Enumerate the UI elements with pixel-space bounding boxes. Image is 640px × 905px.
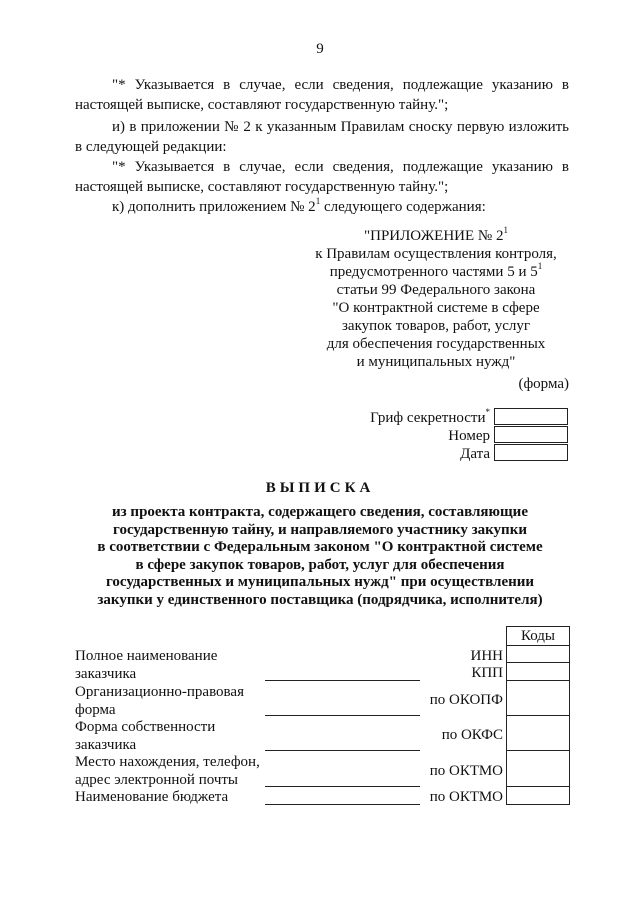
budget-name-line[interactable]	[265, 804, 420, 805]
codes-header: Коды	[506, 626, 570, 646]
subtitle-line-5: государственных и муниципальных нужд" при осуществлении	[105, 574, 535, 590]
appendix-line-5: закупок товаров, работ, услуг	[341, 318, 531, 334]
code-label-oktmo: по ОКТМО	[429, 763, 503, 779]
secrecy-label-sup: *	[485, 407, 490, 417]
document-subtitle	[60, 504, 580, 609]
secrecy-label	[370, 409, 490, 427]
subtitle-line-1: из проекта контракта, содержащего сведения, составляющие	[112, 504, 528, 520]
number-label: Номер	[448, 428, 490, 444]
budget-name-label: Наименование бюджета	[75, 789, 229, 805]
customer-name-label-line-1: Полное наименование	[75, 648, 218, 664]
date-label: Дата	[460, 446, 490, 462]
subtitle-line-2: государственную тайну, и направляемого участнику закупки	[113, 521, 527, 538]
page-number: 9	[316, 41, 324, 57]
appendix-line-3: статьи 99 Федерального закона	[336, 282, 536, 298]
amendment-item-i: и) в приложении № 2 к указанным Правилам сноску первую изложить в следующей редакции:	[75, 119, 569, 155]
location-label	[75, 754, 260, 789]
appendix-title-sup: 1	[503, 225, 508, 235]
secrecy-field[interactable]	[494, 408, 568, 425]
number-field[interactable]	[494, 426, 568, 443]
amendment-k-sup: 1	[315, 196, 321, 206]
customer-name-label	[75, 648, 217, 683]
appendix-line-4: "О контрактной системе в сфере	[332, 300, 540, 316]
appendix-line-7: и муниципальных нужд"	[356, 354, 516, 370]
code-label-okfs: по ОКФС	[441, 727, 503, 743]
location-label-line-1: Место нахождения, телефон,	[75, 754, 260, 770]
code-label-inn: ИНН	[470, 648, 503, 664]
appendix-line-6: для обеспечения государственных	[326, 336, 546, 352]
amendment-k-text: к) дополнить приложением № 2	[112, 199, 316, 215]
legal-form-label-line-2: форма	[75, 701, 116, 718]
secrecy-label-text: Гриф секретности	[370, 410, 486, 426]
appendix-title	[302, 227, 570, 245]
code-label-kpp: КПП	[471, 665, 503, 681]
ownership-form-label-line-2: заказчика	[75, 736, 137, 753]
code-box-kpp[interactable]	[506, 662, 570, 681]
subtitle-line-4: в сфере закупок товаров, работ, услуг для обеспечения	[135, 556, 505, 573]
document-title: ВЫПИСКА	[265, 480, 375, 496]
amendment-item-k	[75, 198, 569, 218]
ownership-form-line[interactable]	[265, 750, 420, 751]
code-label-oktmo-budget: по ОКТМО	[429, 789, 503, 805]
code-box-inn[interactable]	[506, 645, 570, 663]
legal-form-line[interactable]	[265, 715, 420, 716]
location-label-line-2: адрес электронной почты	[75, 771, 239, 788]
legal-form-label-line-1: Организационно-правовая	[75, 684, 244, 700]
location-line[interactable]	[265, 786, 420, 787]
subtitle-line-3: в соответствии с Федеральным законом "О контрактной системе	[97, 539, 543, 555]
footnote-paragraph-2: "* Указывается в случае, если сведения, подлежащие указанию в настоящей выписке, составляют государственную тайну.";	[75, 159, 569, 195]
date-field[interactable]	[494, 444, 568, 461]
code-box-oktmo[interactable]	[506, 750, 570, 787]
code-label-okopf: по ОКОПФ	[429, 692, 503, 708]
appendix-line-2-text: предусмотренного частями 5 и 5	[329, 264, 538, 280]
form-label: (форма)	[518, 376, 569, 392]
footnote-paragraph-1: "* Указывается в случае, если сведения, подлежащие указанию в настоящей выписке, составляют государственную тайну.";	[75, 77, 569, 113]
appendix-line-2	[302, 263, 570, 281]
customer-name-label-line-2: заказчика	[75, 665, 137, 682]
appendix-title-text: "ПРИЛОЖЕНИЕ № 2	[363, 228, 504, 244]
appendix-line-2-sup: 1	[537, 261, 543, 271]
code-box-oktmo-budget[interactable]	[506, 786, 570, 805]
amendment-k-text-end: следующего содержания:	[320, 199, 486, 215]
code-box-okopf[interactable]	[506, 680, 570, 716]
customer-name-line[interactable]	[265, 680, 420, 681]
appendix-header	[302, 227, 570, 371]
ownership-form-label-line-1: Форма собственности	[75, 719, 216, 735]
ownership-form-label	[75, 719, 215, 754]
subtitle-line-6: закупки у единственного поставщика (подрядчика, исполнителя)	[97, 591, 543, 608]
code-box-okfs[interactable]	[506, 715, 570, 751]
legal-form-label	[75, 684, 244, 719]
appendix-line-1: к Правилам осуществления контроля,	[315, 246, 557, 262]
